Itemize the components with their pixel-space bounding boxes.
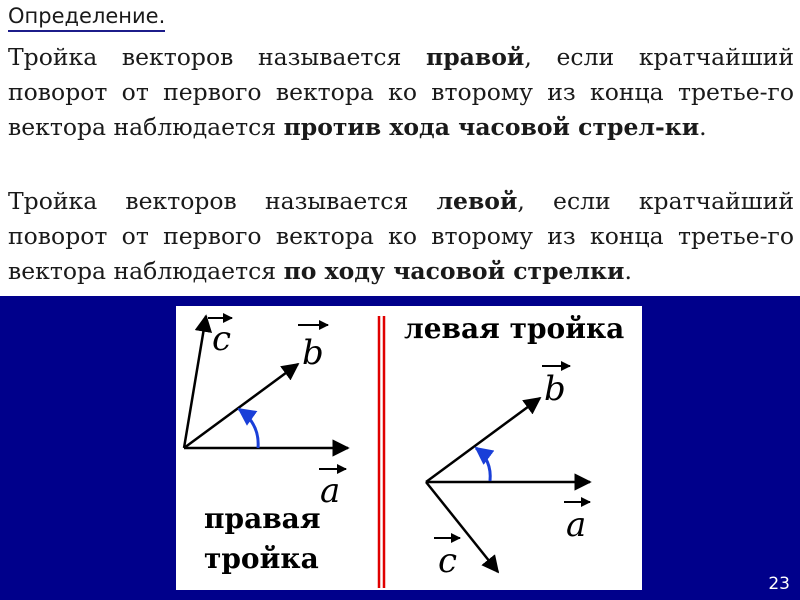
right-triple-label-line1: правая — [204, 502, 321, 535]
left-vector-a-label: a — [566, 505, 587, 545]
para1-text-1: Тройка векторов называется — [8, 43, 427, 71]
left-rotation-arc — [476, 448, 490, 481]
para1-counterclockwise: против хода часовой стрел-ки — [283, 113, 700, 141]
left-triple — [404, 312, 624, 581]
right-rotation-arc — [239, 409, 258, 448]
right-vector-c-label: c — [212, 319, 232, 359]
right-triple-definition — [8, 40, 794, 145]
left-triple-definition — [8, 184, 794, 289]
left-vector-c-arrow — [426, 482, 498, 572]
definition-heading: Определение. — [8, 4, 165, 32]
para1-text-2: , если кратчайший поворот от первого вектора ко второму из конца третье-го вектора наблюдается — [8, 43, 794, 141]
right-vector-a-label: a — [320, 471, 341, 511]
left-vector-b-arrow — [426, 398, 540, 482]
vector-triples-diagram — [176, 306, 642, 590]
right-triple-label-line2: тройка — [204, 542, 319, 575]
right-triple — [184, 316, 348, 575]
divider — [379, 316, 384, 588]
para2-term-left: левой — [436, 187, 518, 215]
right-vector-c-arrow — [184, 316, 206, 448]
para2-text-1: Тройка векторов называется — [8, 187, 437, 215]
right-vector-b-label: b — [302, 333, 324, 373]
para1-text-3: . — [699, 113, 707, 141]
left-vector-c-label: c — [438, 541, 458, 581]
para2-text-3: . — [624, 257, 632, 285]
definition-area — [0, 0, 800, 296]
para2-clockwise: по ходу часовой стрелки — [283, 257, 625, 285]
right-vector-b-arrow — [184, 364, 298, 448]
para2-text-2: , если кратчайший поворот от первого вектора ко второму из конца третье-го вектора наблюдается — [8, 187, 794, 285]
left-vector-b-label: b — [544, 369, 566, 409]
page-number: 23 — [768, 574, 790, 594]
left-triple-label: левая тройка — [404, 312, 625, 345]
para1-term-right: правой — [426, 43, 525, 71]
